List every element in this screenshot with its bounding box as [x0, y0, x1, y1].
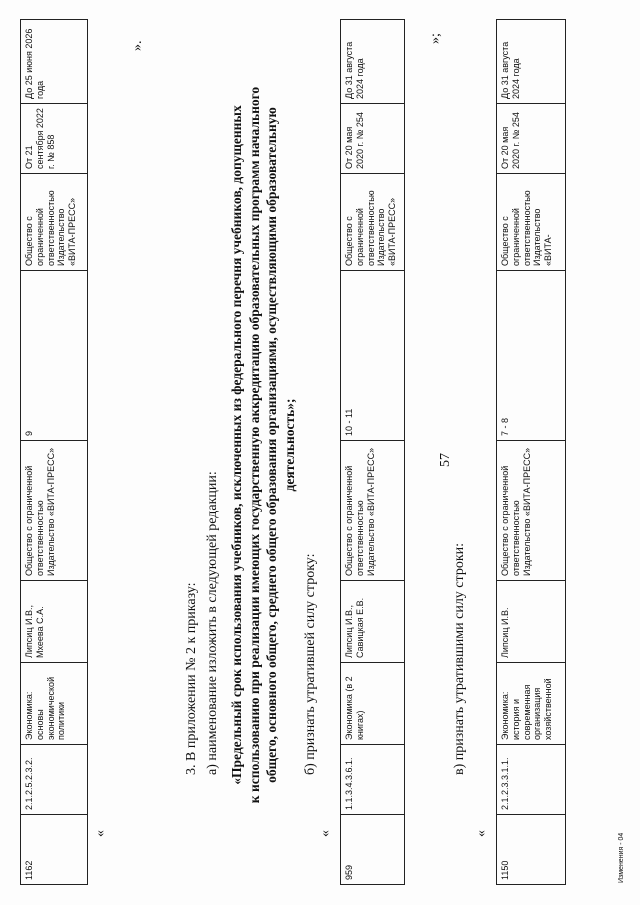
table-cell: 7 - 8 — [497, 271, 566, 441]
table-cell: 10 - 11 — [341, 271, 405, 441]
quote-open: « — [474, 830, 489, 837]
item-3-heading: 3. В приложении № 2 к приказу: — [184, 582, 199, 775]
table-cell: Общество с ограниченной ответственностью Издательство «ВИТА- — [497, 174, 566, 271]
item-v-heading: в) признать утратившими силу строки: — [452, 543, 467, 775]
quote-open: « — [93, 830, 108, 837]
table-cell: Липсиц И.В. — [497, 581, 566, 663]
page-number: 57 — [438, 453, 453, 467]
quote-close: ». — [130, 40, 145, 51]
table-cell: Липсиц И.В., Савицкая Е.В. — [341, 581, 405, 663]
title-line: общего, основного общего, среднего общего образования организациями, осуществляющими образовательную — [264, 107, 280, 783]
table-cell: 2.1.2.3.3.1.1. — [497, 745, 566, 815]
table-cell: 9 — [21, 271, 88, 441]
item-a-heading: а) наименование изложить в следующей редакции: — [205, 471, 220, 775]
table-cell: Общество с ограниченной ответственностью Издательство «ВИТА-ПРЕСС» — [341, 441, 405, 581]
table-cell: 1.1.3.4.3.6.1. — [341, 745, 405, 815]
table-cell: До 25 июня 2026 года — [21, 20, 88, 104]
title-line: к использованию при реализации имеющих государственную аккредитацию образовательных программ начального — [246, 86, 262, 804]
footer-revision: Изменения - 04 — [618, 832, 625, 883]
table-cell: 959 — [341, 815, 405, 885]
table-cell: Общество с ограниченной ответственностью Издательство «ВИТА-ПРЕСС» — [21, 174, 88, 271]
table-cell: От 21 сентября 2022 г. № 858 — [21, 104, 88, 174]
table-cell: От 20 мая 2020 г. № 254 — [341, 104, 405, 174]
title-line: «Предельный срок использования учебников, исключенных из федерального перечня учебников, допущенных — [229, 105, 244, 785]
title-paragraph — [228, 65, 298, 825]
table-cell: От 20 мая 2020 г. № 254 — [497, 104, 566, 174]
table-cell: Общество с ограниченной ответственностью Издательство «ВИТА-ПРЕСС» — [341, 174, 405, 271]
table-cell: Липсиц И.В., Мхеева С.А. — [21, 581, 88, 663]
table-cell: До 31 августа 2024 года — [497, 20, 566, 104]
table-row-1162 — [20, 19, 88, 885]
table-cell: Экономика: основы экономической политики — [21, 663, 88, 745]
table-cell: До 31 августа 2024 года — [341, 20, 405, 104]
table-cell: Экономика (в 2 книгах) — [341, 663, 405, 745]
table-row-1150 — [496, 19, 566, 885]
table-cell: Общество с ограниченной ответственностью Издательство «ВИТА-ПРЕСС» — [497, 441, 566, 581]
table-cell: 1150 — [497, 815, 566, 885]
table-row-959 — [340, 19, 405, 885]
table-cell: Экономика: история и современная организация хозяйственной — [497, 663, 566, 745]
table-cell: 2.1.2.5.2.3.2. — [21, 745, 88, 815]
table-cell: 1162 — [21, 815, 88, 885]
quote-close: »; — [428, 33, 443, 44]
table-cell: Общество с ограниченной ответственностью Издательство «ВИТА-ПРЕСС» — [21, 441, 88, 581]
item-b-heading: б) признать утратившей силу строку: — [303, 553, 318, 775]
title-line: деятельность»; — [281, 398, 297, 492]
quote-open: « — [318, 830, 333, 837]
